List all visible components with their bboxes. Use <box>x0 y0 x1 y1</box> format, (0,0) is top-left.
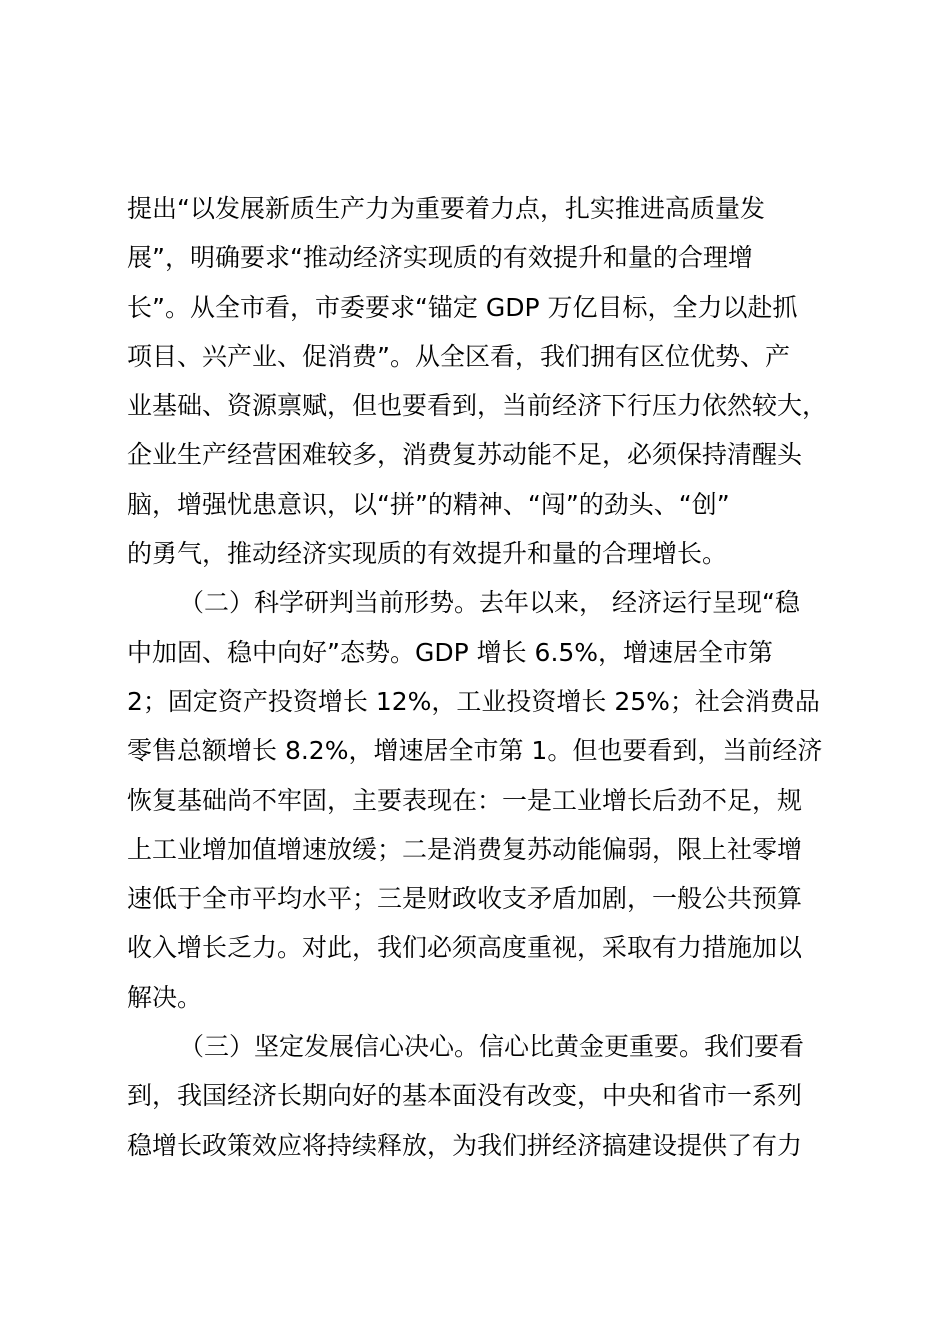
text-line: 恢复基础尚不牢固，主要表现在：一是工业增长后劲不足，规 <box>127 785 803 815</box>
text-line: 提出“以发展新质生产力为重要着力点，扎实推进高质量发 <box>127 194 765 223</box>
text-line: 中加固、稳中向好”态势。GDP 增长 6.5%，增速居全市第 <box>127 637 774 667</box>
text-line: 企业生产经营困难较多，消费复苏动能不足，必须保持清醒头 <box>127 440 803 470</box>
text-line: 解决。 <box>127 982 203 1012</box>
text-line: 展”，明确要求“推动经济实现质的有效提升和量的合理增 <box>127 243 753 273</box>
text-line: 脑，增强忧患意识，以“拼”的精神、“闯”的劲头、“创” <box>127 489 730 519</box>
text-line: 的勇气，推动经济实现质的有效提升和量的合理增长。 <box>127 539 728 569</box>
text-line: 2；固定资产投资增长 12%，工业投资增长 25%；社会消费品 <box>127 686 820 716</box>
text-line: 项目、兴产业、促消费”。从全区看，我们拥有区位优势、产 <box>127 341 790 371</box>
text-line: 速低于全市平均水平；三是财政收支矛盾加剧，一般公共预算 <box>127 884 803 914</box>
text-line: 稳增长政策效应将持续释放，为我们拼经济搞建设提供了有力 <box>127 1130 803 1160</box>
text-line: 长”。从全市看，市委要求“锚定 GDP 万亿目标，全力以赴抓 <box>127 292 798 322</box>
section-heading-line: （三）坚定发展信心决心。信心比黄金更重要。我们要看 <box>179 1032 805 1062</box>
text-line: 零售总额增长 8.2%，增速居全市第 1。但也要看到，当前经济 <box>127 736 823 766</box>
text-line: 到，我国经济长期向好的基本面没有改变，中央和省市一系列 <box>127 1081 803 1111</box>
document-body <box>127 184 837 1170</box>
text-line: 业基础、资源禀赋，但也要看到，当前经济下行压力依然较大， <box>127 391 828 421</box>
text-line: 上工业增加值增速放缓；二是消费复苏动能偏弱，限上社零增 <box>127 834 803 864</box>
text-line: 收入增长乏力。对此，我们必须高度重视，采取有力措施加以 <box>127 933 803 963</box>
section-heading-line: （二）科学研判当前形势。去年以来， 经济运行呈现“稳 <box>179 588 800 618</box>
